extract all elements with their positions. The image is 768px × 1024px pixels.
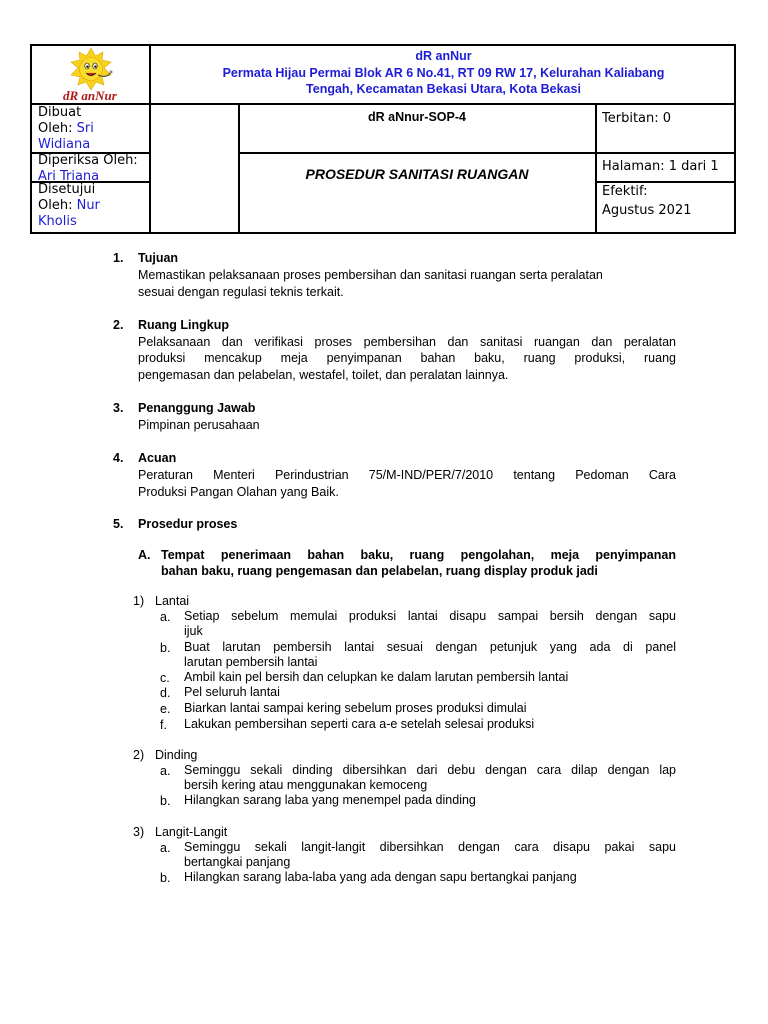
group-number: 2): [133, 748, 145, 762]
page-count: Halaman: 1 dari 1: [602, 159, 719, 174]
item-letter: b.: [160, 794, 171, 808]
company-address-block: [151, 48, 736, 98]
item-line: Buat larutan pembersih lantai sesuai dengan petunjuk yang ada di panel: [184, 640, 676, 654]
section-line: Pelaksanaan dan verifikasi proses pembersihan dan sanitasi ruangan dan peralatan: [138, 335, 676, 349]
item-letter: a.: [160, 764, 171, 778]
item-letter: e.: [160, 702, 171, 716]
group-number: 1): [133, 594, 145, 608]
approved-by-name-2: Kholis: [38, 214, 77, 229]
prepared-by-label: Dibuat: [38, 105, 82, 120]
item-letter: c.: [160, 671, 170, 685]
edition-number: Terbitan: 0: [602, 111, 672, 126]
group-title-dinding: Dinding: [155, 748, 198, 762]
section-number: 3.: [113, 401, 124, 415]
approved-by-label-2: Oleh:: [38, 198, 77, 213]
item-line: Ambil kain pel bersih dan celupkan ke dalam larutan pembersih lantai: [184, 670, 569, 684]
sun-mascot-logo: [32, 45, 150, 103]
item-letter: b.: [160, 871, 171, 885]
company-name: dR anNur: [415, 49, 472, 63]
effective-date-cell: [602, 182, 691, 220]
section-title-tujuan: Tujuan: [138, 251, 179, 265]
item-line: Seminggu sekali dinding dibersihkan dari debu dengan cara dilap dengan lap: [184, 763, 676, 777]
effective-label: Efektif:: [602, 184, 648, 199]
item-line: Seminggu sekali langit-langit dibersihkan dengan cara disapu pakai sapu: [184, 840, 676, 854]
sop-title: PROSEDUR SANITASI RUANGAN: [305, 166, 529, 182]
section-number: 4.: [113, 451, 124, 465]
section-line: sesuai dengan regulasi teknis terkait.: [138, 285, 344, 299]
address-line-1: Permata Hijau Permai Blok AR 6 No.41, RT 09 RW 17, Kelurahan Kaliabang: [222, 65, 665, 80]
section-title-penanggung-jawab: Penanggung Jawab: [138, 401, 256, 415]
group-title-langit-langit: Langit-Langit: [155, 825, 228, 839]
approved-by-label: Disetujui: [38, 182, 96, 197]
subsection-letter: A.: [138, 548, 151, 562]
item-line: Hilangkan sarang laba-laba yang ada dengan sapu bertangkai panjang: [184, 870, 577, 884]
company-logo: [32, 45, 150, 103]
section-number: 2.: [113, 318, 124, 332]
item-letter: b.: [160, 641, 171, 655]
section-number: 5.: [113, 517, 124, 531]
section-line: Pimpinan perusahaan: [138, 418, 260, 432]
subsection-title-line: Tempat penerimaan bahan baku, ruang pengolahan, meja penyimpanan: [161, 548, 676, 562]
group-title-lantai: Lantai: [155, 594, 190, 608]
section-line: pengemasan dan pelabelan, westafel, toilet, dan peralatan lainnya.: [138, 368, 509, 382]
item-line: Hilangkan sarang laba yang menempel pada dinding: [184, 793, 476, 807]
prepared-by-name-2: Widiana: [38, 137, 91, 152]
item-line: ijuk: [184, 624, 203, 638]
prepared-by-label-2: Oleh:: [38, 121, 77, 136]
prepared-by-cell: [38, 105, 150, 153]
item-line: bertangkai panjang: [184, 855, 291, 869]
item-letter: a.: [160, 841, 171, 855]
sop-code: dR aNnur-SOP-4: [368, 110, 466, 124]
section-title-prosedur: Prosedur proses: [138, 517, 238, 531]
section-line: Peraturan Menteri Perindustrian 75/M-IND/PER/7/2010 tentang Pedoman Cara: [138, 468, 676, 482]
section-title-ruang-lingkup: Ruang Lingkup: [138, 318, 229, 332]
effective-date: Agustus 2021: [602, 203, 692, 218]
item-letter: f.: [160, 718, 167, 732]
item-letter: a.: [160, 610, 171, 624]
section-number: 1.: [113, 251, 124, 265]
approved-by-cell: [38, 182, 150, 230]
logo-wordmark: dR anNur: [63, 88, 117, 103]
section-title-acuan: Acuan: [138, 451, 177, 465]
item-letter: d.: [160, 686, 171, 700]
item-line: bersih kering atau menggunakan kemoceng: [184, 778, 428, 792]
section-line: Produksi Pangan Olahan yang Baik.: [138, 485, 339, 499]
section-line: produksi mencakup meja penyimpanan bahan baku, ruang produksi, ruang: [138, 351, 676, 365]
item-line: Lakukan pembersihan seperti cara a-e setelah selesai produksi: [184, 717, 535, 731]
section-line: Memastikan pelaksanaan proses pembersihan dan sanitasi ruangan serta peralatan: [138, 268, 603, 282]
checked-by-label: Diperiksa Oleh:: [38, 153, 138, 168]
approved-by-name-1: Nur: [76, 198, 100, 213]
prepared-by-name-1: Sri: [76, 121, 94, 136]
item-line: Biarkan lantai sampai kering sebelum proses produksi dimulai: [184, 701, 527, 715]
checked-by-cell: [38, 153, 150, 185]
document-header-table: [30, 44, 736, 234]
address-line-2: Tengah, Kecamatan Bekasi Utara, Kota Bekasi: [306, 82, 581, 96]
group-number: 3): [133, 825, 145, 839]
item-line: Setiap sebelum memulai produksi lantai disapu sampai bersih dengan sapu: [184, 609, 676, 623]
subsection-title-line: bahan baku, ruang pengemasan dan pelabelan, ruang display produk jadi: [161, 564, 598, 578]
item-line: larutan pembersih lantai: [184, 655, 318, 669]
item-line: Pel seluruh lantai: [184, 685, 280, 699]
checked-by-name: Ari Triana: [38, 169, 100, 184]
